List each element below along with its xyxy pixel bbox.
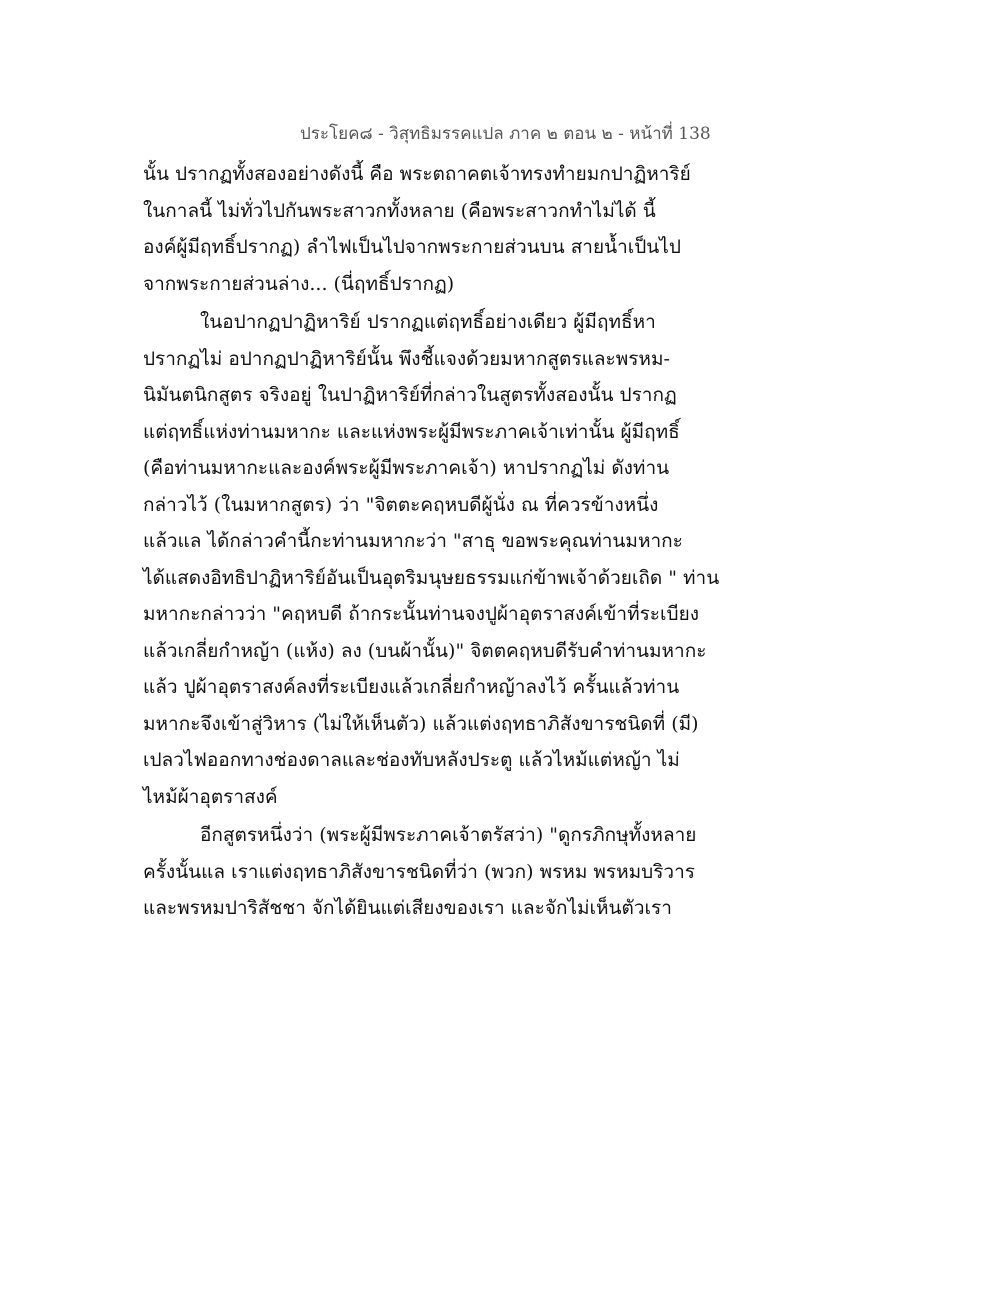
text-line: ได้แสดงอิทธิปาฏิหาริย์อันเป็นอุตริมนุษยธรรมแก่ข้าพเจ้าด้วยเถิด " ท่าน — [143, 566, 720, 589]
text-line: กล่าวไว้ (ในมหากสูตร) ว่า "จิตตะคฤหบดีผู้นั่ง ณ ที่ควรข้างหนึ่ง — [143, 493, 659, 516]
text-line: จากพระกายส่วนล่าง... (นี่ฤทธิ์ปรากฏ) — [143, 272, 455, 295]
text-line: เปลวไฟออกทางช่องดาลและช่องทับหลังประตู แล้วไหม้แต่หญ้า ไม่ — [143, 749, 680, 771]
text-line: แต่ฤทธิ์แห่งท่านมหากะ และแห่งพระผู้มีพระภาคเจ้าเท่านั้น ผู้มีฤทธิ์ — [143, 420, 680, 443]
body-text — [143, 156, 720, 927]
text-line: มหากะกล่าวว่า "คฤหบดี ถ้ากระนั้นท่านจงปูผ้าอุตราสงค์เข้าที่ระเบียง — [143, 603, 699, 625]
text-line: (คือท่านมหากะและองค์พระผู้มีพระภาคเจ้า) หาปรากฏไม่ ดังท่าน — [143, 457, 670, 479]
text-line: มหากะจึงเข้าสู่วิหาร (ไม่ให้เห็นตัว) แล้วแต่งฤทธาภิสังขารชนิดที่ (มี) — [143, 712, 699, 735]
running-header: ประโยค๘ - วิสุทธิมรรคแปล ภาค ๒ ตอน ๒ - หน้าที่ 138 — [300, 124, 711, 144]
text-line: แล้ว ปูผ้าอุตราสงค์ลงที่ระเบียงแล้วเกลี่ยกำหญ้าลงไว้ ครั้นแล้วท่าน — [143, 676, 680, 698]
text-line: นิมันตนิกสูตร จริงอยู่ ในปาฏิหาริย์ที่กล่าวในสูตรทั้งสองนั้น ปรากฏ — [143, 384, 677, 406]
text-line: นั้น ปรากฏทั้งสองอย่างดังนี้ คือ พระตถาคตเจ้าทรงทำยมกปาฏิหาริย์ — [143, 163, 691, 185]
text-line: ปรากฏไม่ อปากฏปาฏิหาริย์นั้น พึงชี้แจงด้วยมหากสูตรและพรหม- — [143, 347, 670, 370]
paragraph-first-line: ในอปากฏปาฏิหาริย์ ปรากฏแต่ฤทธิ์อย่างเดียว ผู้มีฤทธิ์หา — [200, 311, 656, 333]
text-line: ครั้งนั้นแล เราแต่งฤทธาภิสังขารชนิดที่ว่า (พวก) พรหม พรหมบริวาร — [143, 860, 695, 883]
text-line: และพรหมปาริสัชชา จักได้ยินแต่เสียงของเรา และจักไม่เห็นตัวเรา — [143, 897, 672, 919]
text-line: แล้วเกลี่ยกำหญ้า (แห้ง) ลง (บนผ้านั้น)" จิตตคฤหบดีรับคำท่านมหากะ — [143, 639, 707, 662]
text-line: ไหม้ผ้าอุตราสงค์ — [143, 785, 278, 808]
text-line: องค์ผู้มีฤทธิ์ปรากฏ) ลำไฟเป็นไปจากพระกายส่วนบน สายน้ำเป็นไป — [143, 236, 681, 258]
paragraph-first-line: อีกสูตรหนึ่งว่า (พระผู้มีพระภาคเจ้าตรัสว่า) "ดูกรภิกษุทั้งหลาย — [200, 824, 697, 846]
text-line: ในกาลนี้ ไม่ทั่วไปกันพระสาวกทั้งหลาย (คือพระสาวกทำไม่ได้ นี้ — [143, 199, 656, 222]
text-line: แล้วแล ได้กล่าวคำนี้กะท่านมหากะว่า "สาธุ ขอพระคุณท่านมหากะ — [143, 530, 683, 552]
